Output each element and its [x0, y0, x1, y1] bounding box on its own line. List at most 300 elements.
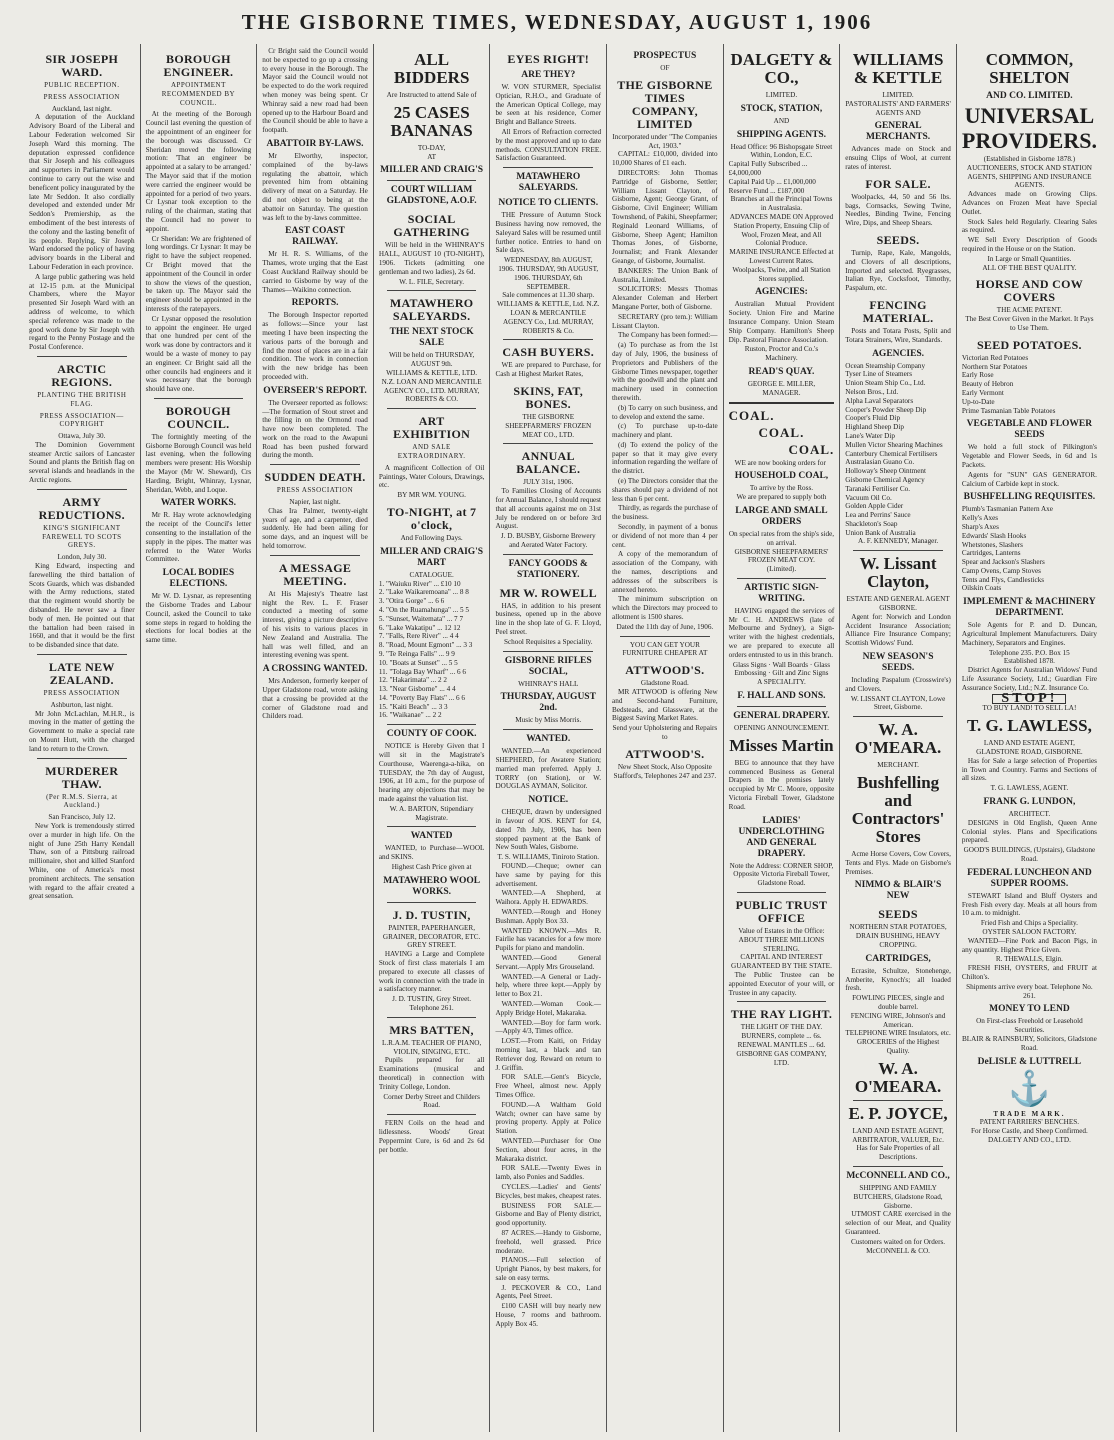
- prospectus-para: SOLICITORS: Messrs Thomas Alexander Coleman and Herbert Mangane Porter, both of Gisborne.: [612, 285, 718, 311]
- divider: [387, 290, 477, 291]
- ad-sign: THE GISBORNE SHEEPFARMERS' FROZEN MEAT CO., LTD.: [505, 412, 592, 439]
- dateline: PRESS ASSOCIATION: [276, 486, 354, 495]
- ad-body: Value of Estates in the Office: ABOUT THREE MILLIONS STERLING.: [738, 927, 825, 953]
- ad-sub: ARCHITECT.: [1008, 810, 1051, 819]
- ad-eyes-right: EYES RIGHT!: [507, 52, 590, 66]
- prospectus-para: (e) The Directors consider that the shares should pay a dividend of not less than 6 per cent.: [612, 477, 718, 503]
- subheadline-east-coast-railway: EAST COAST RAILWAY.: [285, 226, 345, 248]
- ad-social: SOCIAL GATHERING: [393, 212, 470, 240]
- ad-body: WANTED, to Purchase—WOOL and SKINS.: [378, 844, 485, 862]
- prospectus-of: OF: [660, 64, 670, 72]
- ad-sign: T. S. WILLIAMS, Tiniroto Station.: [497, 853, 600, 862]
- article-paragraph: Mr R. Hay wrote acknowledging the receipt of the Council's letter consenting to the installation of the supply in the pipes. The matter was referred to the Water Works Committee.: [145, 511, 252, 564]
- catalogue-item: 2. "Lake Waikaremoana" ... 8 8: [378, 588, 469, 597]
- anchor-icon: ⚓: [1008, 1070, 1051, 1108]
- headline-arctic-regions: ARCTIC REGIONS.: [51, 361, 113, 389]
- list-item: Whetstones, Slashers: [961, 540, 1023, 549]
- ad-miller-craig: MILLER AND CRAIG'S: [380, 165, 484, 176]
- list-item: Canterbury Chemical Fertilisers: [845, 449, 938, 458]
- ad-sub: THE LIGHT OF THE DAY.: [740, 1023, 823, 1032]
- catalogue-item: 14. "Poverty Bay Flats" ... 6 6: [378, 693, 465, 702]
- ad-sub: LAND AND ESTATE AGENT, GLADSTONE ROAD, GISBORNE.: [976, 739, 1083, 757]
- ad-addr: Corner Derby Street and Childers Road.: [383, 1092, 480, 1110]
- ad-addr: GREY STREET.: [407, 941, 456, 950]
- ad-body: FRESH FISH, OYSTERS, and FRUIT at Chilton's.: [961, 964, 1097, 981]
- ad-est: Established 1878.: [1003, 657, 1055, 666]
- catalogue-item: 10. "Boats at Sunset" ... 5 5: [378, 658, 458, 667]
- ad-agencies: AGENCIES:: [755, 287, 808, 298]
- ad-cash-buyers: CASH BUYERS.: [502, 345, 595, 360]
- list-item: Vacuum Oil Co.: [845, 493, 892, 502]
- ad-williams-kettle: WILLIAMS & KETTLE: [852, 50, 944, 87]
- ad-sign: J. D. TUSTIN, Grey Street.: [392, 995, 472, 1004]
- divider: [729, 402, 835, 404]
- ad-cheaper: YOU CAN GET YOUR FURNITURE CHEAPER AT: [622, 640, 708, 658]
- catalogue-item: 16. "Waikanae" ... 2 2: [378, 711, 442, 720]
- catalogue-item: 5. "Sunset, Waitemata" ... 7 7: [378, 614, 464, 623]
- ad-all-bidders: ALL BIDDERS: [393, 50, 470, 87]
- ad-body: Posts and Totara Posts, Split and Totara Strainers, Wire, Standards.: [845, 326, 951, 344]
- headline-late-new-zealand: LATE NEW ZEALAND.: [48, 660, 115, 688]
- subhead: KING'S SIGNIFICANT FAREWELL TO SCOTS GREYS.: [42, 523, 122, 550]
- classified: FOUND.—A Waltham Gold Watch; owner can have same by proving property. Apply at Police Station.: [495, 1100, 602, 1136]
- prospectus-para: BANKERS: The Union Bank of Australia, Limited.: [612, 266, 718, 284]
- ad-body: HAS, in addition to his present business, opened up in the above line in the shop late of G. F. Lloyd, Peel street.: [495, 601, 602, 637]
- ad-body: DESIGNS in Old English, Queen Anne Colonial styles. Plans and Specifications prepared.: [961, 818, 1097, 845]
- headline-message-meeting: A MESSAGE MEETING.: [278, 560, 352, 588]
- divider: [37, 489, 127, 490]
- ad-shipping: SHIPPING AGENTS.: [736, 129, 827, 140]
- ad-body: The Best Cover Given in the Market. It Pays to Use Them.: [965, 315, 1094, 332]
- ad-thursday: THURSDAY, AUGUST 2nd.: [500, 692, 596, 714]
- ad-body: To Families Closing of Accounts for Annual Balance, I should request that all accounts against me on 31st July be rendered on or before 3rd August.: [495, 487, 602, 531]
- divider: [37, 654, 127, 655]
- ad-fleece: Ruston, Proctor and Co.'s Machinery.: [744, 345, 819, 363]
- ad-text: Are Instructed to attend Sale of: [386, 91, 477, 99]
- placeline: Napier, last night.: [289, 498, 341, 507]
- ad-tele: Telephone 235. P.O. Box 15: [989, 648, 1070, 657]
- classified: WANTED.—Good General Servant.—Apply Mrs Grouseland.: [495, 954, 602, 971]
- list-item: Lea and Perrins' Sauce: [845, 511, 911, 520]
- ad-coal-2: COAL.: [758, 424, 805, 440]
- ad-list: Glass Signs · Wall Boards · Glass Embossing · Gilt and Zinc Signs: [732, 660, 831, 678]
- ad-telephone: TELEPHONE WIRE Insulators, etc.: [845, 1029, 951, 1038]
- ad-fencing: FENCING MATERIAL.: [862, 297, 934, 325]
- subheadline-local-elections: LOCAL BODIES ELECTIONS.: [162, 568, 235, 590]
- catalogue-title: CATALOGUE.: [409, 570, 454, 579]
- ad-dalgety: DALGETY & CO.,: [730, 50, 833, 87]
- ad-capital: Capital Fully Subscribed ... £4,000,000: [728, 160, 808, 177]
- divider: [503, 167, 593, 168]
- ad-groceries: GROCERIES of the Highest Quality.: [856, 1038, 940, 1055]
- divider: [853, 1100, 943, 1101]
- headline-borough-council: BOROUGH COUNCIL.: [166, 403, 231, 431]
- ad-and-co: AND CO. LIMITED.: [986, 91, 1073, 101]
- list-item: Kelly's Axes: [961, 514, 999, 523]
- ad-seeds: SEEDS.: [876, 232, 920, 247]
- classified: BUSINESS FOR SALE.—Gisborne and Bay of Plenty district, good opportunity.: [495, 1201, 602, 1228]
- ad-capital: Capital Paid Up ... £1,000,000: [728, 177, 816, 186]
- list-item: Beauty of Hebron: [961, 380, 1014, 389]
- subhead: PLANTING THE BRITISH FLAG.: [37, 390, 127, 408]
- ad-cartridges: CARTRIDGES,: [865, 953, 931, 964]
- ad-rifles: GISBORNE RIFLES SOCIAL,: [504, 655, 592, 677]
- headline-sir-joseph-ward: SIR JOSEPH WARD.: [45, 52, 119, 79]
- divider: [387, 902, 477, 903]
- ad-body: Australian Mutual Provident Society. Union Fire and Marine Insurance Company. Union Steam Ship Company. Hamilton's Sheep Dip. Pastoral Finance Association.: [728, 300, 835, 344]
- ad-body: On First-class Freehold or Leasehold Securities.: [976, 1017, 1083, 1035]
- ad-common-shelton: COMMON, SHELTON: [985, 50, 1074, 87]
- column-9: [956, 44, 1102, 1432]
- agencies-list: [845, 362, 951, 538]
- article-paragraph: The Dominion Government steamer Arctic sailors of Lancaster Sound and plants the British flag on several islands and headlands in the Arctic regions.: [29, 440, 135, 485]
- article-paragraph: The fortnightly meeting of the Gisborne Borough Council was held last evening, when the following members were present: His Worship the Mayor (Mr W. Sheward), Crs Harding, Bright, Whinray, Lysnar, Sheridan, Webb, and Loque.: [145, 432, 252, 494]
- ad-sub: THE ACME PATENT.: [996, 306, 1063, 315]
- ad-date: JULY 31st, 1906.: [523, 478, 574, 487]
- classified: CYCLES.—Ladies' and Gents' Bicycles, best makes, cheapest rates.: [495, 1182, 602, 1200]
- subheadline-reports: REPORTS.: [291, 298, 339, 309]
- divider: [737, 706, 827, 707]
- article-paragraph: The Overseer reported as follows:—The formation of Stout street and the filling in on the Ormond road have now been completed. The work on the road to the Awapuni Road has been pushed forward during the month.: [262, 398, 368, 460]
- ad-seeds-2: SEEDS: [878, 907, 918, 922]
- placeline: London, July 30.: [57, 553, 107, 562]
- ad-wool-works: MATAWHERO WOOL WORKS.: [383, 875, 481, 897]
- ad-body: NOTICE is Hereby Given that I will sit in the Magistrate's Courthouse, Waerenga-a-hika, on TUESDAY, the 7th day of August, 1906, at 10 a.m., for the purpose of hearing any objections that may be made against the valuation list.: [378, 742, 485, 804]
- ad-bushfelling: BUSHFELLING REQUISITES.: [963, 492, 1096, 503]
- ad-are-they: ARE THEY?: [521, 70, 576, 80]
- subheadline-overseer: OVERSEER'S REPORT.: [263, 385, 367, 396]
- ad-body: Advances made on Stock and ensuing Clips of Wool, at current rates of interest.: [845, 145, 951, 171]
- ad-branches: Branches at all the Principal Towns in Australasia.: [730, 195, 833, 213]
- ad-body: A magnificent Collection of Oil Paintings, Water Colours, Drawings, etc.: [378, 463, 485, 490]
- article-paragraph: Mrs Anderson, formerly keeper of Upper Gladstone road, wrote asking that a crossing be provided at the corner of Gladstone road and Childers road.: [262, 677, 368, 721]
- column-8: [839, 44, 956, 1432]
- ad-universal: UNIVERSAL: [964, 103, 1095, 128]
- ad-annual-balance: ANNUAL BALANCE.: [516, 449, 581, 477]
- ad-reads-quay: READ'S QUAY.: [748, 366, 815, 377]
- ad-body: WE Sell Every Description of Goods required in the House or on the Station.: [961, 236, 1097, 253]
- ad-speciality: A SPECIALITY.: [757, 678, 806, 687]
- classified: WANTED.—Purchaser for One Section, about four acres, in the Makaraka district.: [495, 1136, 602, 1163]
- ad-wanted: WANTED: [410, 831, 453, 842]
- ad-stop: STOP!: [992, 694, 1066, 705]
- ad-fencing-wire: FENCING WIRE, Johnson's and American.: [850, 1011, 946, 1029]
- ad-special: On special rates from the ship's side, on arrival.: [728, 529, 835, 547]
- ad-head: Head Office: 96 Bishopsgate Street Within, London, E.C.: [730, 142, 833, 160]
- ad-body: Stock Sales held Regularly. Clearing Sales as required.: [961, 217, 1097, 235]
- ad-sign: DALGETY AND CO., LTD.: [987, 1135, 1071, 1144]
- prospectus-para: CAPITAL: £10,000, divided into 10,000 Shares of £1 each.: [612, 150, 718, 168]
- list-item: Prime Tasmanian Table Potatoes: [961, 406, 1056, 415]
- classified: £100 CASH will buy nearly new House, 7 rooms and bathroom. Apply Box 45.: [495, 1302, 602, 1328]
- ad-body: HAVING a Large and Complete Stock of first class materials I am prepared to execute all classes of work in connection with the trade in a satisfactory manner.: [378, 950, 485, 994]
- divider: [387, 180, 477, 181]
- ad-body: W. VON STURMER, Specialist Optician, R.H.O., and Graduate of the American Optical College, may be seen at his residence, Corner Bright and Ballance Streets.: [495, 83, 602, 127]
- divider: [503, 339, 593, 340]
- ad-federal: FEDERAL LUNCHEON AND SUPPER ROOMS.: [967, 867, 1092, 889]
- list-item: Tents and Flys, Candlesticks: [961, 575, 1045, 584]
- catalogue-item: 13. "Near Gisborne" ... 4 4: [378, 685, 456, 694]
- ad-pastoral: PASTORALISTS' AND FARMERS': [845, 99, 951, 108]
- catalogue-list: [379, 580, 485, 721]
- ad-auctioneers: AUCTIONEERS, STOCK AND STATION AGENTS, SHIPPING AND INSURANCE AGENTS.: [966, 163, 1092, 190]
- list-item: Nelson Bros., Ltd.: [845, 387, 899, 396]
- ad-manager: GEORGE E. MILLER, MANAGER.: [747, 379, 816, 397]
- classified: CHEQUE, drawn by undersigned in favour of JOS. KENT for £4, dated 7th July, 1906, has been stopped payment at the Bank of New South Wales, Gisborne.: [495, 808, 602, 852]
- prospectus-para: (b) To carry on such business, and to develop and extend the same.: [612, 403, 718, 421]
- placeline: Ashburton, last night.: [50, 700, 113, 709]
- ad-body: Has for Sale Properties of all Descriptions.: [856, 1144, 940, 1162]
- ad-matawhero: MATAWHERO SALEYARDS.: [516, 172, 581, 194]
- ad-sign: T. G. LAWLESS, AGENT.: [990, 784, 1069, 793]
- list-item: Tyser Line of Steamers: [845, 370, 913, 379]
- ad-body: WANTED—Fine Pork and Bacon Pigs, in any quantity. Highest Price Given.: [961, 936, 1097, 954]
- ad-woolpacks: Woolpacks, Twine, and all Station Stores supplied.: [732, 265, 831, 283]
- ad-body: Has for Sale a large selection of Properties in Town and Country. Farms and Sections of all sizes.: [961, 756, 1097, 783]
- ad-county: COUNTY OF COOK.: [386, 729, 477, 740]
- article-paragraph: At the meeting of the Borough Council last evening the question of the appointment of an engineer for the borough was discussed. Cr Sheridan moved the following motion: 'That an engineer be appointed at a salary to be arranged.' The Mayor said that if the motion were carried the engineer would be appointed for a period of two years. Cr Lysnar took exception to the ruling of the chairman, stating that the Council had no power to appoint.: [145, 110, 252, 233]
- subhead: PUBLIC RECEPTION.: [44, 81, 120, 89]
- article-paragraph: Cr Sheridan: We are frightened of long wordings. Cr Lysnar: It may be right to have the subject reopened. Cr Bright moved that the appointment of the Council in order to show the views of the question, be taken up. The Mayor said the engineer should be appointed in the interests of the ratepayers.: [145, 234, 252, 313]
- ad-wanted: WANTED.: [526, 734, 571, 745]
- ad-body: Pupils prepared for all Examinations (musical and theoretical) in connection with Trinity College, London.: [378, 1056, 485, 1091]
- list-item: Plumb's Tasmanian Pattern Axe: [961, 505, 1053, 514]
- column-4: [373, 44, 490, 1432]
- catalogue-item: 3. "Otira Gorge" ... 6 6: [378, 597, 445, 606]
- ad-body: UTMOST CARE exercised in the selection of our Meat, and Quality Guaranteed.: [845, 1210, 951, 1236]
- bush-list: [962, 505, 1097, 593]
- ad-following: And Following Days.: [400, 533, 463, 542]
- ad-tel: Telephone 261.: [409, 1004, 454, 1013]
- classified: WANTED.—Rough and Honey Bushman. Apply Box 33.: [495, 908, 602, 925]
- divider: [853, 550, 943, 551]
- ad-attwoods-2: ATTWOOD'S.: [625, 746, 705, 761]
- ad-merchants: GENERAL MERCHANTS.: [866, 121, 931, 143]
- list-item: Edwards' Slash Hooks: [961, 531, 1027, 540]
- list-item: Early Vermont: [961, 388, 1004, 397]
- ad-skins: SKINS, FAT, BONES.: [513, 383, 584, 411]
- prospectus-para: The Company has been formed:—: [618, 331, 718, 340]
- ad-body: District Agents for Australian Widows' Fund Life Assurance Society, Ltd.; Guardian Fire Assurance Society, Ltd.; N.Z. Insurance Co.: [961, 666, 1097, 692]
- ad-body: Woolpacks, 44, 50 and 56 lbs. bags, Cornsacks, Sewing Twine, Needles, Binding Twine, Fencing Wire, Dips, and Sheep Shears.: [845, 192, 951, 228]
- ad-sub: Gladstone Road.: [640, 679, 689, 688]
- ad-rowell: MR W. ROWELL: [499, 585, 597, 600]
- ad-household: HOUSEHOLD COAL,: [734, 471, 829, 482]
- list-item: Union Steam Ship Co., Ltd.: [845, 379, 926, 388]
- ad-oyster: Fried Fish and Chips a Speciality.: [980, 919, 1078, 928]
- dateline: PRESS ASSOCIATION: [43, 92, 120, 101]
- ad-body: Will be held in the WHINRAY'S HALL, AUGUST 10 (TO-NIGHT), 1906. Tickets (admitting one gentleman and two ladies), 2s 6d.: [378, 241, 485, 276]
- prospectus-company: THE GISBORNE TIMES COMPANY, LIMITED: [617, 77, 713, 131]
- ad-sign: J. D. BUSBY, Gisborne Brewery and Aerated Water Factory.: [500, 532, 596, 549]
- prospectus-title: PROSPECTUS: [633, 51, 697, 61]
- catalogue-item: 6. "Lake Wakatipu" ... 12 12: [378, 623, 461, 632]
- ad-ray-light: THE RAY LIGHT.: [730, 1007, 833, 1022]
- ad-limited: LIMITED.: [765, 91, 798, 99]
- list-item: Spear and Jackson's Slashers: [961, 558, 1045, 567]
- divider: [387, 826, 477, 827]
- prospectus-para: The minimum subscription on which the Directors may proceed to allotment is 1500 shares.: [612, 595, 718, 622]
- ad-sign: BLAIR & RAINSBURY, Solicitors, Gladstone Road.: [961, 1034, 1097, 1052]
- catalogue-item: 15. "Kaiti Beach" ... 3 3: [378, 702, 448, 711]
- ad-agents: AGENTS AND: [875, 108, 921, 117]
- ad-joyce: E. P. JOYCE,: [848, 1103, 948, 1123]
- placeline: Ottawa, July 30.: [58, 432, 106, 441]
- ad-sign: W. A. BARTON, Stipendiary Magistrate.: [389, 804, 474, 822]
- divider: [387, 408, 477, 409]
- ad-buy: TO BUY LAND! TO SELL LA!: [982, 704, 1077, 713]
- ad-horse-covers: HORSE AND COW COVERS: [975, 277, 1084, 305]
- catalogue-item: 8. "Road, Mount Egmont" ... 3 3: [378, 641, 473, 650]
- prospectus-inc: Incorporated under "The Companies Act, 1903.": [612, 132, 718, 150]
- ad-body: Sole Agents for P. and D. Duncan, Agricultural Implement Manufacturers. Dairy Machinery, Separators and Engines.: [961, 621, 1097, 647]
- prospectus-para: SECRETARY (pro tem.): William Lissant Clayton.: [612, 312, 718, 330]
- ad-prepared: We are prepared to supply both: [736, 493, 827, 502]
- placeline: Auckland, last night.: [51, 104, 112, 113]
- list-item: Cooper's Fluid Dip: [845, 414, 901, 423]
- article-paragraph: Mr W. D. Lysnar, as representing the Gisborne Trades and Labour Council, asked the Council to take some steps in regard to holding the elections for local bodies at the same time.: [145, 592, 252, 645]
- divider: [503, 729, 593, 730]
- ad-body: Including Paspalum (Crosswire's) and Clovers.: [845, 676, 951, 693]
- placeline: San Francisco, July 12.: [48, 813, 116, 822]
- divider: [737, 892, 827, 893]
- ad-time: Sale commences at 11.30 sharp.: [502, 291, 595, 300]
- subhead: (Per R.M.S. Sierra, at Auckland.): [46, 792, 118, 810]
- ad-body: Advances made on Growing Clips. Advances on Frozen Meat have Special Outlet.: [961, 190, 1097, 216]
- ad-ladies: LADIES' UNDERCLOTHING AND GENERAL DRAPERY.: [738, 815, 825, 859]
- divider: [387, 1114, 477, 1115]
- ad-agencies: AGENCIES.: [872, 348, 925, 359]
- classified: FOR SALE.—Gent's Bicycle, Free Wheel, almost new. Apply Times Office.: [495, 1073, 602, 1099]
- ad-lissant-clayton: W. Lissant Clayton,: [859, 554, 937, 592]
- divider: [737, 1001, 827, 1002]
- divider: [853, 716, 943, 717]
- ad-factory: OYSTER SALOON FACTORY.: [982, 928, 1077, 936]
- ad-public-trust: PUBLIC TRUST OFFICE: [735, 898, 828, 926]
- list-item: Union Bank of Australia: [845, 528, 916, 537]
- list-item: Holloway's Sheep Ointment: [845, 467, 927, 476]
- dateline: PRESS ASSOCIATION: [43, 689, 120, 698]
- prospectus-para: (a) To purchase as from the 1st day of July, 1906, the business of Proprietors and Publishers of the Gisborne Times newspaper, together with the goodwill and the plant and machinery used in connection therewith.: [612, 341, 718, 402]
- ad-body: Agent for: Norwich and London Accident Insurance Association; Alliance Fire Insurance Company; Scottish Widows' Fund.: [845, 612, 951, 648]
- ad-body: WE are now booking orders for: [734, 458, 826, 467]
- list-item: Sharp's Axes: [961, 522, 999, 531]
- ad-manager: A. F. KENNEDY, Manager.: [858, 537, 939, 546]
- ad-body: For Horse Castle, and Sheep Confirmed.: [971, 1127, 1088, 1136]
- ad-omeara-2: W. A. O'MEARA.: [854, 1058, 942, 1096]
- divider: [154, 398, 244, 399]
- ad-agents: WILLIAMS & KETTLE, LTD. N.Z. LOAN AND MERCANTILE AGENCY CO., LTD. MURRAY, ROBERTS & CO.: [381, 368, 482, 404]
- list-item: Early Rose: [961, 371, 994, 380]
- subhead: APPOINTMENT RECOMMENDED BY COUNCIL.: [161, 81, 236, 107]
- ad-fancy: FANCY GOODS & STATIONERY.: [508, 558, 588, 580]
- ad-implement: IMPLEMENT & MACHINERY DEPARTMENT.: [963, 597, 1096, 619]
- divider: [387, 724, 477, 725]
- list-item: Taranaki Fertiliser Co.: [845, 484, 911, 493]
- subheadline-abattoir: ABATTOIR BY-LAWS.: [266, 138, 364, 149]
- article-paragraph: A deputation of the Auckland Advisory Board of the Liberal and Labour Federation welcomed Sir Joseph Ward this morning. The deputation expressed confidence that Sir Joseph and his colleagues and supporters in Parliament would continue to carry out the wise and beneficent policy inaugurated by the late Mr Seddon. It also cordially developed and extended under Mr Seddon's Premiership, as the embodiment of the best interests of the colony and the lasting benefit of its people. Replying, Sir Joseph Ward endorsed the policy of having advisory boards in the Liberal and Labour Federation in each province.: [29, 113, 135, 271]
- list-item: Australasian Guano Co.: [845, 458, 915, 467]
- classified: WANTED KNOWN.—Mrs R. Fairlie has vacancies for a few more Pupils for piano and mandolin.: [495, 926, 602, 953]
- article-paragraph: Cr Bright said the Council would not be expected to go up a crossing to every house in the Borough. The Mayor said the Council would not be expected to do the work required when money was being spent. Cr Whinray said a new road had been opened up to the Harbour Board and the Council should be able to have a footpath.: [262, 47, 368, 135]
- article-paragraph: New York is tremendously stirred over a murder in high life. On the night of June 25th Harry Kendall Thaw, son of a Pittsburg railroad millionaire, shot and killed Stanford White, one of America's most prominent architects. The sensation with regard to the affair created a great sensation.: [29, 822, 135, 901]
- ad-seed-potatoes: SEED POTATOES.: [976, 337, 1082, 352]
- ad-batten: MRS BATTEN,: [389, 1022, 474, 1037]
- ad-addr: New Sheet Stock, Also Opposite Stafford's, Telephones 247 and 237.: [613, 762, 717, 780]
- ad-sign: WILLIAMS & KETTLE, Ltd. N.Z. LOAN & MERCANTILE AGENCY Co., Ltd. MURRAY, ROBERTS & Co.: [496, 300, 600, 335]
- ad-body: HAVING engaged the services of Mr C. H. ANDREWS (late of Melbourne and Sydney), a Sign-writer with the highest credentials, we are prepared to execute all orders entrusted to us in this branch.: [728, 606, 835, 659]
- article-paragraph: Mr H. R. S. Williams, of the Thames, wrote urging that the East Coast Auckland Railway should be carried to Gisborne by way of the Thames—Waikino connection.: [262, 250, 368, 294]
- divider: [503, 443, 593, 444]
- ad-body: We hold a full stock of Pilkington's Vegetable and Flower Seeds, in 6d and 1s Packets.: [961, 443, 1097, 469]
- ad-goods: GOOD'S BUILDINGS, (Upstairs), Gladstone Road.: [963, 846, 1096, 864]
- classified: WANTED.—Woman Cook.—Apply Bridge Hotel, Makaraka.: [495, 999, 602, 1017]
- ad-dates: WEDNESDAY, 8th AUGUST, 1906. THURSDAY, 9th AUGUST, 1906. THURSDAY, 6th SEPTEMBER.: [498, 256, 599, 291]
- classified: PIANOS.—Full selection of Upright Pianos, by best makers, for sale on easy terms.: [495, 1256, 602, 1282]
- divider: [270, 555, 360, 556]
- ad-matawhero: MATAWHERO SALEYARDS.: [389, 296, 474, 324]
- ad-body: STEWART Island and Bluff Oysters and Fresh Fish every day. Meals at all hours from 10 a.m. to midnight.: [961, 891, 1097, 918]
- ad-mart: MILLER AND CRAIG'S MART: [380, 546, 484, 568]
- list-item: Alpha Laval Separators: [845, 396, 914, 405]
- classified: 87 ACRES.—Handy to Gisborne, freehold, well grassed. Price moderate.: [495, 1228, 602, 1255]
- ad-tail: School Requisites a Speciality.: [503, 637, 593, 646]
- divider: [503, 651, 593, 652]
- ad-gsmco: GISBORNE SHEEPFARMERS' FROZEN MEAT COY.: [734, 547, 829, 565]
- article-paragraph: A large public gathering was held at 12-15 p.m. at the Municipal Chambers, where the Mayor presented Sir Joseph Ward with an address of welcome, to which special reference was made to the good work done by Sir Joseph with regard to the Penny Postage and the Postal Conference.: [29, 272, 135, 352]
- prospectus-para: Secondly, in payment of a bonus or dividend of not more than 4 per cent.: [612, 523, 718, 549]
- headline-borough-engineer: BOROUGH ENGINEER.: [163, 52, 234, 79]
- ad-sub: NORTHERN STAR POTATOES, DRAIN BUSHING, HEAVY CROPPING.: [849, 923, 947, 950]
- ad-general-drapery: GENERAL DRAPERY.: [733, 711, 830, 722]
- ad-quant: In Large or Small Quantities.: [987, 254, 1072, 263]
- ad-sign: Customers waited on for Orders. McCONNELL & CO.: [851, 1237, 946, 1255]
- article-paragraph: King Edward, inspecting and farewelling the third battalion of Scots Guards, which was disbanded with the Army reductions, stated that the regiment would shortly be disbanded. He never saw a finer body of men. He pointed out that the battalion had been raised in 1660, and that it would be the first to be disbanded since that date.: [29, 562, 135, 650]
- article-paragraph: The Borough Inspector reported as follows:—Since your last meeting I have been inspecting the various parts of the borough and find the most of places are in a fair condition. The work in connection with the new bridge has been proceeded with.: [262, 311, 368, 381]
- ad-sub: ESTATE AND GENERAL AGENT GISBORNE.: [846, 595, 950, 613]
- ad-sub: L.R.A.M. TEACHER OF PIANO, VIOLIN, SINGING, ETC.: [381, 1038, 482, 1056]
- ad-bananas: 25 CASES BANANAS: [390, 102, 473, 140]
- prospectus-para: (c) To purchase up-to-date machinery and plant.: [612, 422, 718, 440]
- divider: [853, 1166, 943, 1167]
- ad-sign: R. THEWALLS, Elgin.: [995, 955, 1063, 964]
- ad-next-sale: THE NEXT STOCK SALE: [389, 327, 474, 349]
- ad-attwoods: ATTWOOD'S.: [625, 663, 705, 678]
- ad-sub: LAND AND ESTATE AGENT, ARBITRATOR, VALUER, Etc.: [852, 1126, 944, 1144]
- ad-art-exhibition: ART EXHIBITION: [393, 414, 471, 442]
- classified: WANTED.—An experienced SHEPHERD, for Awatere Station; married man preferred. Apply J. TORRY (on Station), or W. DOUGLAS AYMAN, Solicitor.: [495, 747, 602, 791]
- ad-and: AND: [773, 116, 790, 125]
- ad-sub: PAINTER, PAPERHANGER, GRAINER, DECORATOR, ETC.: [382, 923, 481, 941]
- ad-body: Ecrasite, Schultze, Stonehenge, Amberite, Kynoch's; all loaded fresh.: [845, 966, 951, 993]
- ad-large-small: LARGE AND SMALL ORDERS: [735, 505, 828, 527]
- list-item: Gisborne Chemical Agency: [845, 475, 925, 484]
- ad-tonight: TO-NIGHT, at 7 o'clock,: [386, 504, 477, 532]
- ad-hall-sons: F. HALL AND SONS.: [737, 691, 826, 702]
- ad-notice: NOTICE TO CLIENTS.: [498, 198, 599, 209]
- catalogue-item: 7. "Falls, Rere River" ... 4 4: [378, 632, 459, 641]
- ad-ships: Shipments arrive every boat. Telephone No. 261.: [966, 982, 1093, 1000]
- ad-body: The Public Trustee can be appointed Executor of your will, or Trustee in any capacity.: [728, 971, 835, 997]
- article-paragraph: Mr John McLachlan, M.H.R., is moving in the matter of getting the Government to make a special rate on Mount Hutt, with the charged land to return to the Crown.: [29, 709, 135, 753]
- list-item: Mullen Victor Shearing Machines: [845, 440, 943, 449]
- ad-by: BY MR WM. YOUNG.: [397, 491, 466, 500]
- prospectus-dated: Dated the 11th day of June, 1906.: [616, 622, 714, 631]
- ad-music: Music by Miss Morris.: [515, 716, 582, 725]
- ad-patent: PATENT FARRIERS' BENCHES.: [979, 1118, 1080, 1127]
- headline-army-reductions: ARMY REDUCTIONS.: [38, 494, 125, 522]
- classified: WANTED.—A General or Lady-help, where three kept.—Apply by letter to Box 21.: [495, 972, 602, 999]
